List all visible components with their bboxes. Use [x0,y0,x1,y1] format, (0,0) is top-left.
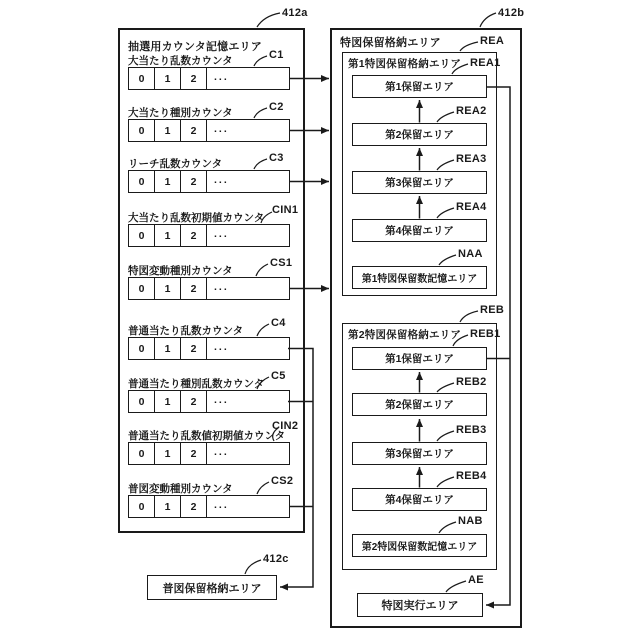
ref-label-c2: C2 [269,101,284,113]
counter-cell: 2 [181,338,207,359]
counter-cell: 2 [181,171,207,192]
counter-cell: 1 [155,391,181,412]
ref-label-naa: NAA [458,248,483,260]
counter-cell: 2 [181,225,207,246]
counter-cell: 2 [181,278,207,299]
ref-label-rea1: REA1 [470,57,501,69]
counter-cell: 2 [181,496,207,517]
ref-label-rea3: REA3 [456,153,487,165]
counter-cell: 0 [129,338,155,359]
ellipsis: ... [214,122,229,135]
ref-label-c3: C3 [269,152,284,164]
counter-cell: 1 [155,278,181,299]
reservation-slot: 第2保留エリア [352,393,487,416]
counter-cell: 1 [155,120,181,141]
futsu-reservation-storage-box: 普図保留格納エリア [147,575,277,600]
ref-label-rea: REA [480,35,505,47]
ellipsis: ... [214,280,229,293]
counter-row [128,390,290,413]
ellipsis: ... [214,70,229,83]
counter-cell: 0 [129,391,155,412]
counter-row [128,119,290,142]
ellipsis: ... [214,173,229,186]
counter-label: 普通当たり種別乱数カウンタ [128,378,265,390]
counter-cell: 2 [181,120,207,141]
counter-label: 普通当たり乱数カウンタ [128,325,244,337]
ref-label-reb: REB [480,304,505,316]
counter-row [128,170,290,193]
lottery-counter-storage-title: 抽選用カウンタ記憶エリア [128,41,262,53]
reservation-slot: 第4保留エリア [352,219,487,242]
ref-label-nab: NAB [458,515,483,527]
ref-label-412c: 412c [263,553,289,565]
counter-cell: 1 [155,338,181,359]
counter-cell: 2 [181,68,207,89]
counter-label: 普通当たり乱数値初期値カウンタ [128,430,286,442]
reservation-count-area: 第1特図保留数記憶エリア [352,266,487,289]
counter-cell: 1 [155,225,181,246]
ellipsis: ... [214,393,229,406]
counter-cell: 0 [129,120,155,141]
ref-label-412a: 412a [282,7,308,19]
ref-label-c1: C1 [269,49,284,61]
counter-cell: 2 [181,443,207,464]
counter-row [128,277,290,300]
counter-row [128,495,290,518]
counter-cell: 2 [181,391,207,412]
ref-label-c4: C4 [271,317,286,329]
counter-row [128,442,290,465]
counter-cell: 0 [129,68,155,89]
counter-label: 大当たり乱数カウンタ [128,55,233,67]
counter-cell: 0 [129,496,155,517]
reservation-slot: 第2保留エリア [352,123,487,146]
ref-label-cs2: CS2 [271,475,294,487]
ref-label-cin2: CIN2 [272,420,299,432]
ref-label-reb1: REB1 [470,328,501,340]
first-tokuzu-group-title: 第1特図保留格納エリア [348,58,462,70]
counter-cell: 0 [129,443,155,464]
counter-label: リーチ乱数カウンタ [128,158,223,170]
ref-label-cin1: CIN1 [272,204,299,216]
counter-label: 特図変動種別カウンタ [128,265,233,277]
counter-cell: 0 [129,225,155,246]
counter-cell: 1 [155,496,181,517]
counter-label: 普図変動種別カウンタ [128,483,233,495]
ellipsis: ... [214,340,229,353]
ref-label-c5: C5 [271,370,286,382]
ref-label-reb2: REB2 [456,376,487,388]
ref-label-ae: AE [468,574,484,586]
ellipsis: ... [214,445,229,458]
tokuzu-execution-area-box: 特図実行エリア [357,593,483,617]
counter-row [128,224,290,247]
counter-row [128,67,290,90]
counter-label: 大当たり乱数初期値カウンタ [128,212,265,224]
counter-label: 大当たり種別カウンタ [128,107,233,119]
counter-cell: 0 [129,171,155,192]
counter-cell: 1 [155,443,181,464]
reservation-slot: 第1保留エリア [352,347,487,370]
ref-label-cs1: CS1 [270,257,293,269]
ref-label-reb4: REB4 [456,470,487,482]
reservation-slot: 第3保留エリア [352,442,487,465]
reservation-slot: 第3保留エリア [352,171,487,194]
ref-label-rea4: REA4 [456,201,487,213]
counter-row [128,337,290,360]
reservation-slot: 第4保留エリア [352,488,487,511]
ellipsis: ... [214,498,229,511]
ellipsis: ... [214,227,229,240]
counter-cell: 1 [155,171,181,192]
ref-label-rea2: REA2 [456,105,487,117]
tokuzu-reservation-storage-title: 特図保留格納エリア [340,37,441,49]
reservation-count-area: 第2特図保留数記憶エリア [352,534,487,557]
counter-cell: 1 [155,68,181,89]
counter-cell: 0 [129,278,155,299]
reservation-slot: 第1保留エリア [352,75,487,98]
second-tokuzu-group-title: 第2特図保留格納エリア [348,329,462,341]
ref-label-412b: 412b [498,7,525,19]
ref-label-reb3: REB3 [456,424,487,436]
